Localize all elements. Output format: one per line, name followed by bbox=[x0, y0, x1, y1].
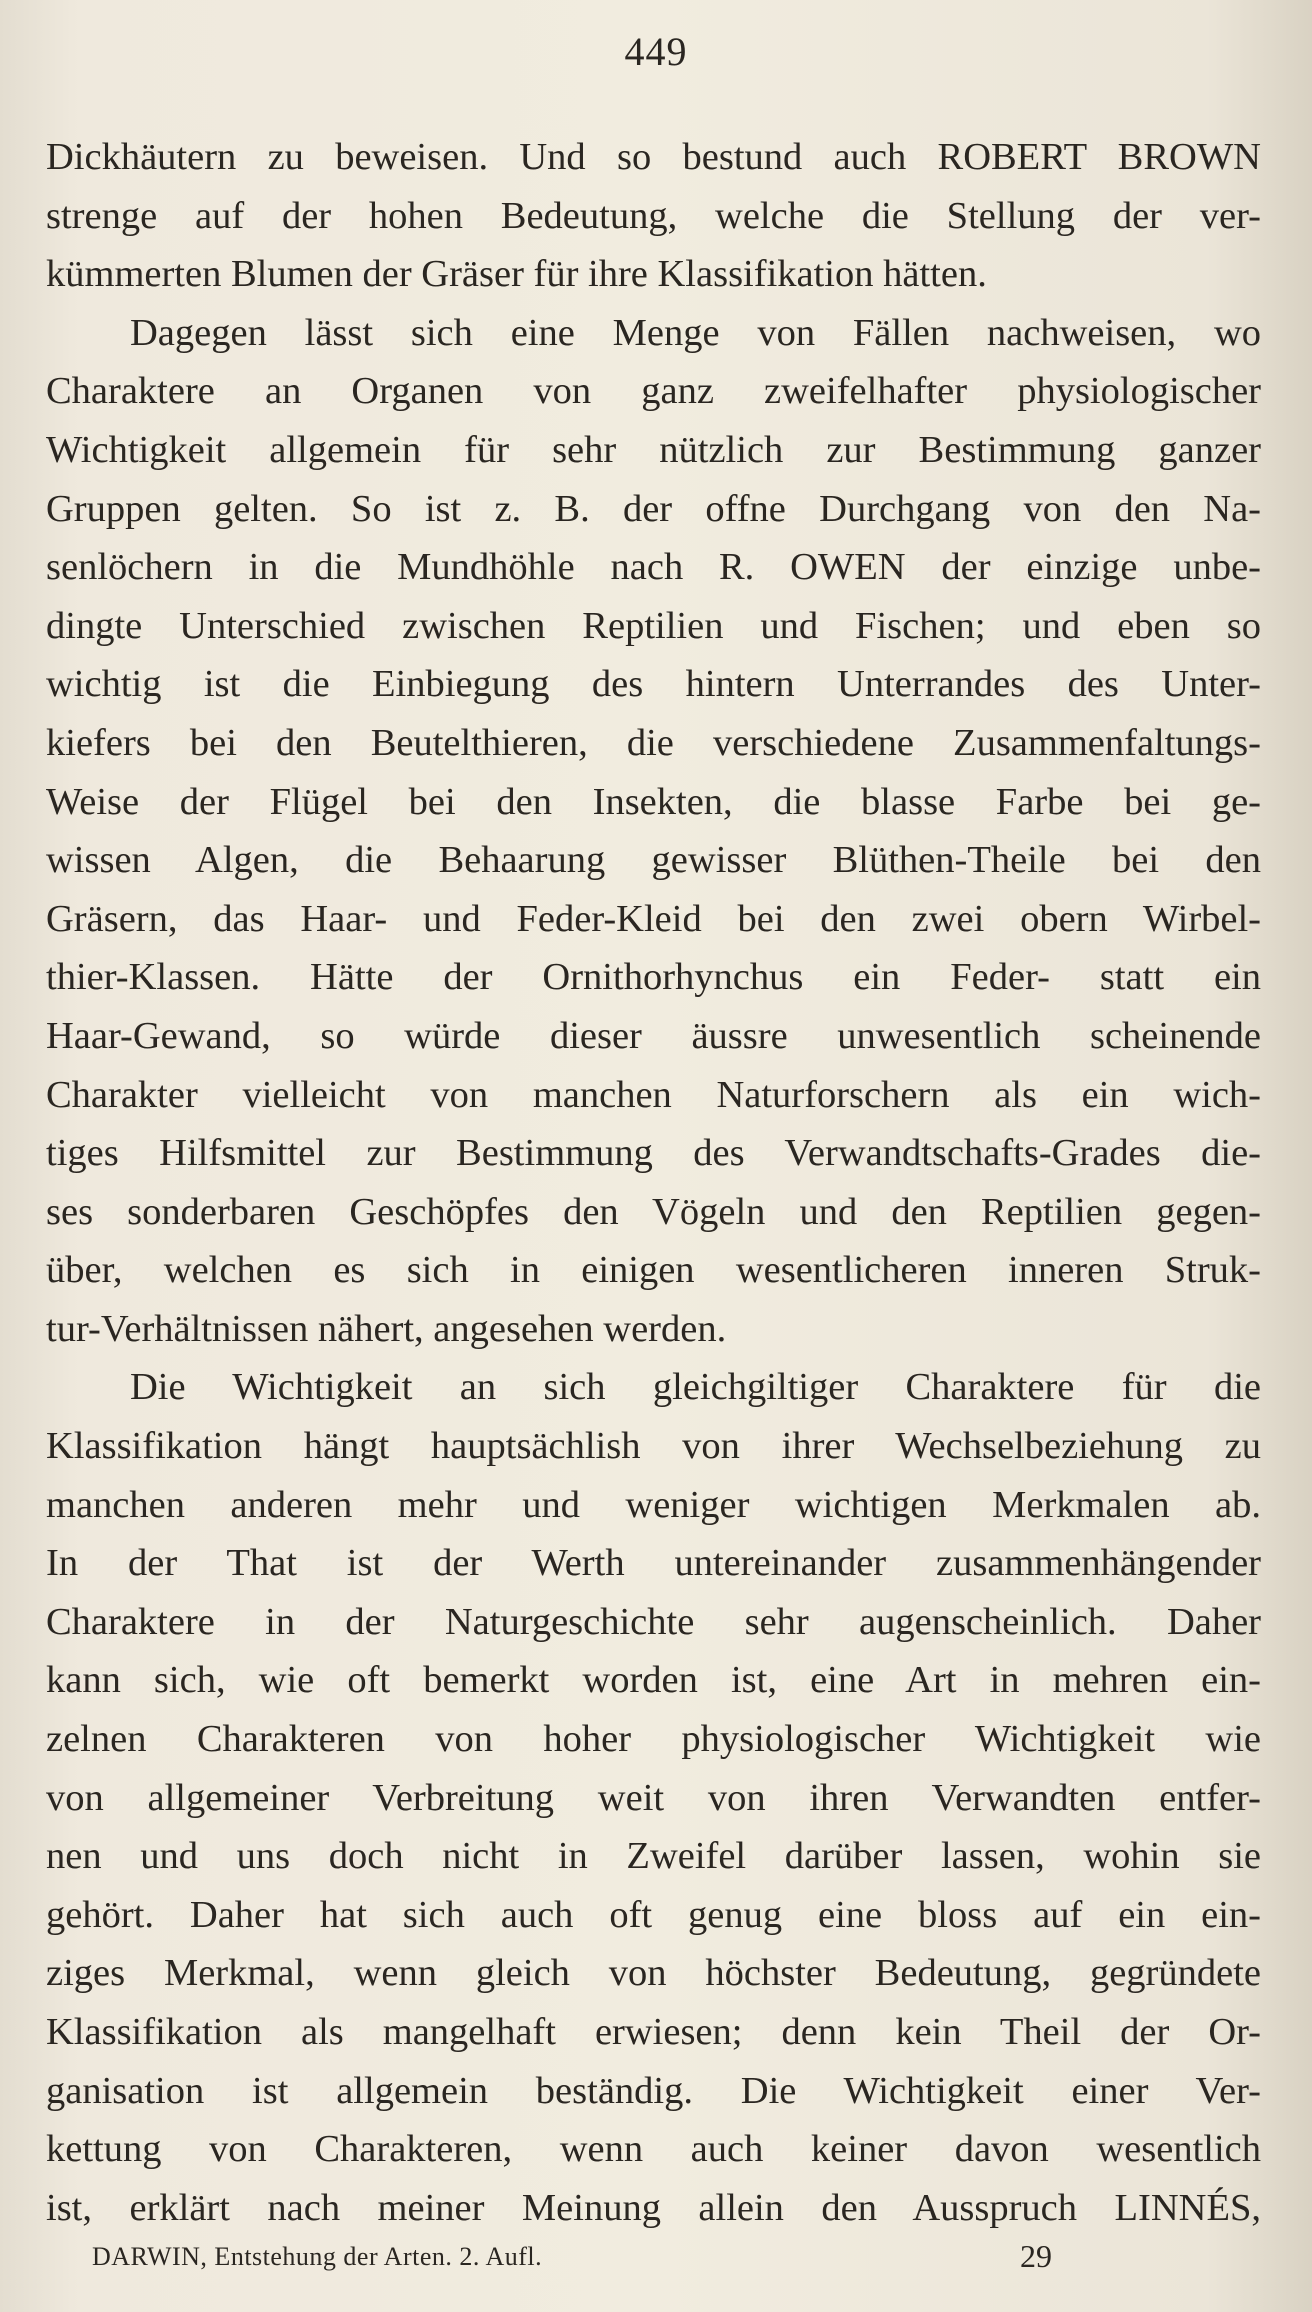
text-line: tur-Verhältnissen nähert, angesehen werden. bbox=[46, 1307, 727, 1350]
text-line: ziges Merkmal, wenn gleich von höchster Bedeutung, gegründete bbox=[46, 1952, 1261, 1995]
text-line: kann sich, wie oft bemerkt worden ist, eine Art in mehren ein- bbox=[46, 1659, 1261, 1702]
text-line: Haar-Gewand, so würde dieser äussre unwesentlich scheinende bbox=[46, 1014, 1261, 1057]
text-line: über, welchen es sich in einigen wesentlicheren inneren Struk- bbox=[46, 1249, 1261, 1292]
text-line: manchen anderen mehr und weniger wichtigen Merkmalen ab. bbox=[46, 1483, 1261, 1526]
text-line: Klassifikation als mangelhaft erwiesen; denn kein Theil der Or- bbox=[46, 2011, 1261, 2053]
paragraph-start-line: Die Wichtigkeit an sich gleichgiltiger Charaktere für die bbox=[130, 1366, 1261, 1409]
text-line: gehört. Daher hat sich auch oft genug eine bloss auf ein ein- bbox=[46, 1893, 1261, 1936]
page-number: 449 bbox=[624, 29, 688, 74]
text-line: Klassifikation hängt hauptsächlish von ihrer Wechselbeziehung zu bbox=[46, 1425, 1261, 1468]
text-line: ganisation ist allgemein beständig. Die Wichtigkeit einer Ver- bbox=[46, 2069, 1261, 2112]
text-line: Charaktere in der Naturgeschichte sehr augenscheinlich. Daher bbox=[46, 1600, 1261, 1643]
text-line: dingte Unterschied zwischen Reptilien und Fischen; und eben so bbox=[46, 604, 1261, 647]
text-line: kettung von Charakteren, wenn auch keiner davon wesentlich bbox=[46, 2128, 1261, 2171]
text-line: strenge auf der hohen Bedeutung, welche die Stellung der ver- bbox=[46, 194, 1261, 237]
text-line: ses sonderbaren Geschöpfes den Vögeln und den Reptilien gegen- bbox=[46, 1190, 1261, 1233]
text-line: zelnen Charakteren von hoher physiologischer Wichtigkeit wie bbox=[46, 1718, 1261, 1761]
text-line: wissen Algen, die Behaarung gewisser Blüthen-Theile bei den bbox=[46, 839, 1261, 882]
text-line: tiges Hilfsmittel zur Bestimmung des Verwandtschafts-Grades die- bbox=[46, 1132, 1261, 1175]
sheet-number: 29 bbox=[1020, 2238, 1052, 2274]
text-line: nen und uns doch nicht in Zweifel darüber lassen, wohin sie bbox=[46, 1835, 1261, 1878]
paragraph-start-line: Dagegen lässt sich eine Menge von Fällen nachweisen, wo bbox=[130, 311, 1261, 354]
text-line: kiefers bei den Beutelthieren, die verschiedene Zusammenfaltungs- bbox=[46, 721, 1261, 764]
text-line: Gruppen gelten. So ist z. B. der offne Durchgang von den Na- bbox=[46, 487, 1261, 530]
text-line: In der That ist der Werth untereinander zusammenhängender bbox=[46, 1542, 1261, 1585]
text-line: senlöchern in die Mundhöhle nach R. OWEN der einzige unbe- bbox=[46, 546, 1261, 589]
printer-signature: DARWIN, Entstehung der Arten. 2. Aufl. bbox=[92, 2242, 543, 2271]
page-footer bbox=[0, 2238, 1312, 2278]
text-line: wichtig ist die Einbiegung des hintern Unterrandes des Unter- bbox=[46, 663, 1261, 706]
text-line: kümmerten Blumen der Gräser für ihre Klassifikation hätten. bbox=[46, 253, 987, 296]
text-line: Wichtigkeit allgemein für sehr nützlich zur Bestimmung ganzer bbox=[46, 428, 1261, 471]
text-line: Gräsern, das Haar- und Feder-Kleid bei den zwei obern Wirbel- bbox=[46, 897, 1261, 940]
text-line: Charakter vielleicht von manchen Naturforschern als ein wich- bbox=[46, 1073, 1261, 1116]
text-line: ist, erklärt nach meiner Meinung allein den Ausspruch LINNÉS, bbox=[46, 2186, 1261, 2229]
text-line: von allgemeiner Verbreitung weit von ihren Verwandten entfer- bbox=[46, 1776, 1261, 1819]
body-text bbox=[46, 128, 1261, 2237]
text-line: Weise der Flügel bei den Insekten, die blasse Farbe bei ge- bbox=[46, 780, 1261, 823]
text-line: Dickhäutern zu beweisen. Und so bestund auch ROBERT BROWN bbox=[46, 136, 1261, 178]
text-line: Charaktere an Organen von ganz zweifelhafter physiologischer bbox=[46, 370, 1261, 413]
text-line: thier-Klassen. Hätte der Ornithorhynchus ein Feder- statt ein bbox=[46, 956, 1261, 999]
